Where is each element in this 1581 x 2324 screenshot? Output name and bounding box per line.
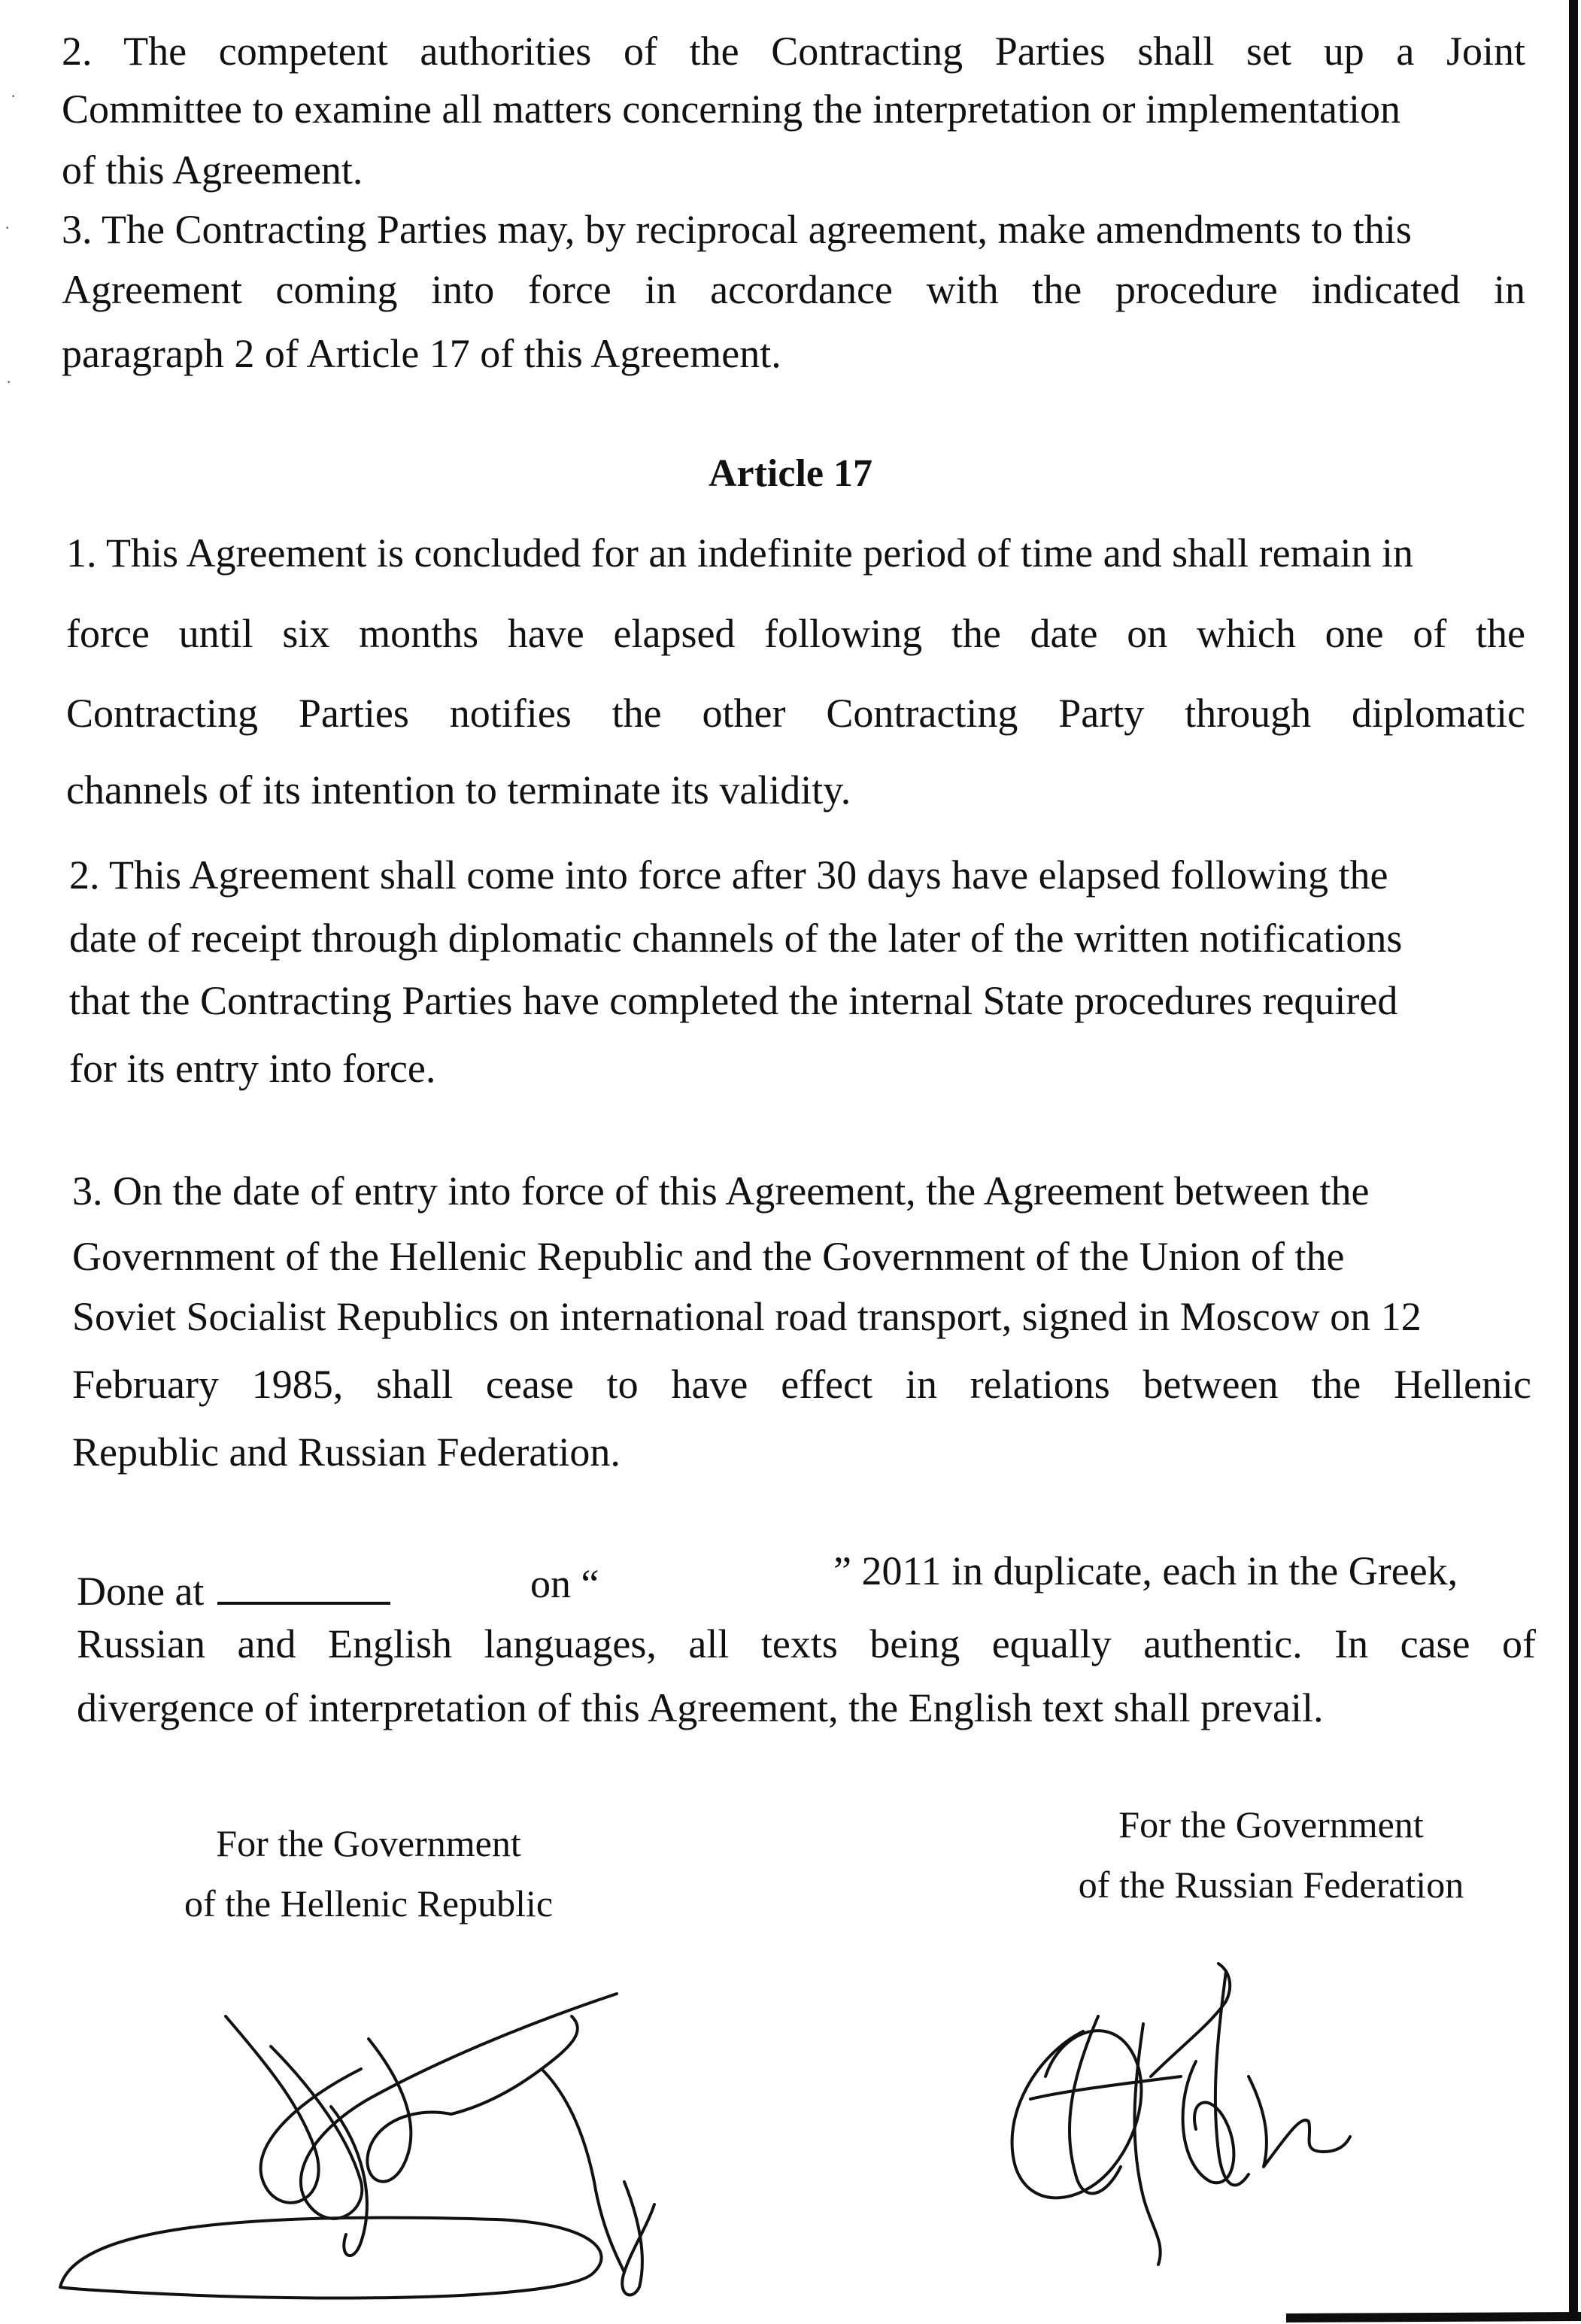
text-line: that the Contracting Parties have completed the internal State procedures required bbox=[69, 978, 1398, 1023]
text-line: February 1985, shall cease to have effect in relations between the Hellenic bbox=[72, 1362, 1531, 1407]
signatory-line: of the Hellenic Republic bbox=[184, 1882, 554, 1925]
scan-speck: · bbox=[6, 372, 12, 391]
text-line: Republic and Russian Federation. bbox=[72, 1429, 621, 1475]
year-clause: ” 2011 in duplicate, each in the Greek, bbox=[833, 1548, 1458, 1593]
text-line: for its entry into force. bbox=[69, 1046, 436, 1091]
text-line: 1. This Agreement is concluded for an indefinite period of time and shall remain in bbox=[66, 530, 1414, 576]
signatory-label-hellenic bbox=[150, 1813, 587, 1934]
text-line: divergence of interpretation of this Agreement, the English text shall prevail. bbox=[77, 1685, 1324, 1730]
signatory-line: For the Government bbox=[216, 1822, 521, 1864]
text-line: channels of its intention to terminate its validity. bbox=[66, 767, 851, 813]
closing-line-done-at bbox=[77, 1569, 390, 1614]
done-at-label: Done at bbox=[77, 1569, 205, 1614]
text-line: Committee to examine all matters concerning the interpretation or implementation bbox=[62, 87, 1400, 132]
text-line: Soviet Socialist Republics on international road transport, signed in Moscow on 12 bbox=[72, 1294, 1422, 1339]
on-date-label: on “ bbox=[530, 1561, 599, 1606]
text-line: 2. This Agreement shall come into force after 30 days have elapsed following the bbox=[69, 852, 1388, 898]
signatory-label-russian bbox=[1030, 1794, 1512, 1915]
text-line: 2. The competent authorities of the Contracting Parties shall set up a Joint bbox=[62, 29, 1525, 74]
text-line: force until six months have elapsed following the date on which one of the bbox=[66, 611, 1525, 656]
scan-border-bottom bbox=[1286, 2312, 1581, 2322]
text-line: 3. The Contracting Parties may, by reciprocal agreement, make amendments to this bbox=[62, 207, 1412, 252]
signature-hellenic bbox=[45, 1956, 857, 2302]
signatory-line: of the Russian Federation bbox=[1078, 1864, 1464, 1906]
text-line: Agreement coming into force in accordance with the procedure indicated in bbox=[62, 267, 1525, 312]
text-line: Russian and English languages, all texts being equally authentic. In case of bbox=[77, 1621, 1536, 1666]
signatory-line: For the Government bbox=[1118, 1803, 1424, 1846]
text-line: Contracting Parties notifies the other Contracting Party through diplomatic bbox=[66, 691, 1525, 736]
place-blank bbox=[217, 1572, 390, 1605]
text-line: 3. On the date of entry into force of this Agreement, the Agreement between the bbox=[72, 1168, 1370, 1214]
text-line: of this Agreement. bbox=[62, 147, 363, 193]
text-line: paragraph 2 of Article 17 of this Agreement. bbox=[62, 331, 781, 376]
signature-russian bbox=[970, 1926, 1361, 2287]
scan-speck: · bbox=[11, 87, 17, 105]
text-line: Government of the Hellenic Republic and the Government of the Union of the bbox=[72, 1234, 1345, 1279]
scan-border-right bbox=[1569, 0, 1578, 2317]
article-heading: Article 17 bbox=[708, 452, 872, 495]
scan-speck: · bbox=[5, 218, 11, 237]
text-line: date of receipt through diplomatic channels of the later of the written notifications bbox=[69, 916, 1403, 961]
